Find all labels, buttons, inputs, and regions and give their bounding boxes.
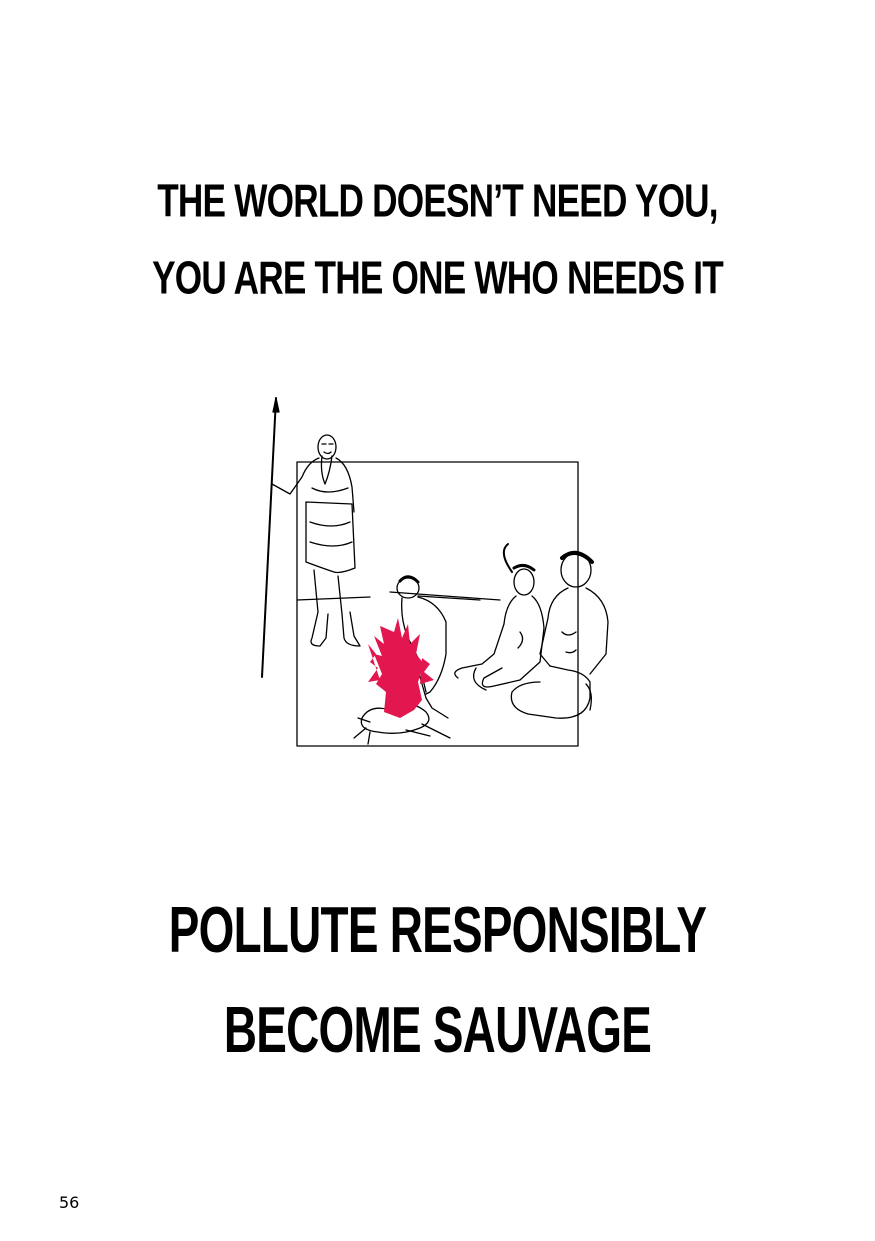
standing-elder-figure <box>262 398 360 677</box>
bottom-headline-line-1: POLLUTE RESPONSIBLY <box>168 894 707 967</box>
bottom-headline-line-2: BECOME SAUVAGE <box>223 994 652 1067</box>
top-headline-line-2: YOU ARE THE ONE WHO NEEDS IT <box>152 252 723 305</box>
kneeling-figure-headdress <box>455 544 544 690</box>
seated-figure-right <box>511 553 608 718</box>
fire-flames <box>368 618 434 718</box>
campfire-group-illustration <box>250 392 620 752</box>
top-headline-line-1: THE WORLD DOESN’T NEED YOU, <box>157 175 718 228</box>
illustration-frame <box>297 462 578 746</box>
page-number: 56 <box>59 1193 80 1212</box>
